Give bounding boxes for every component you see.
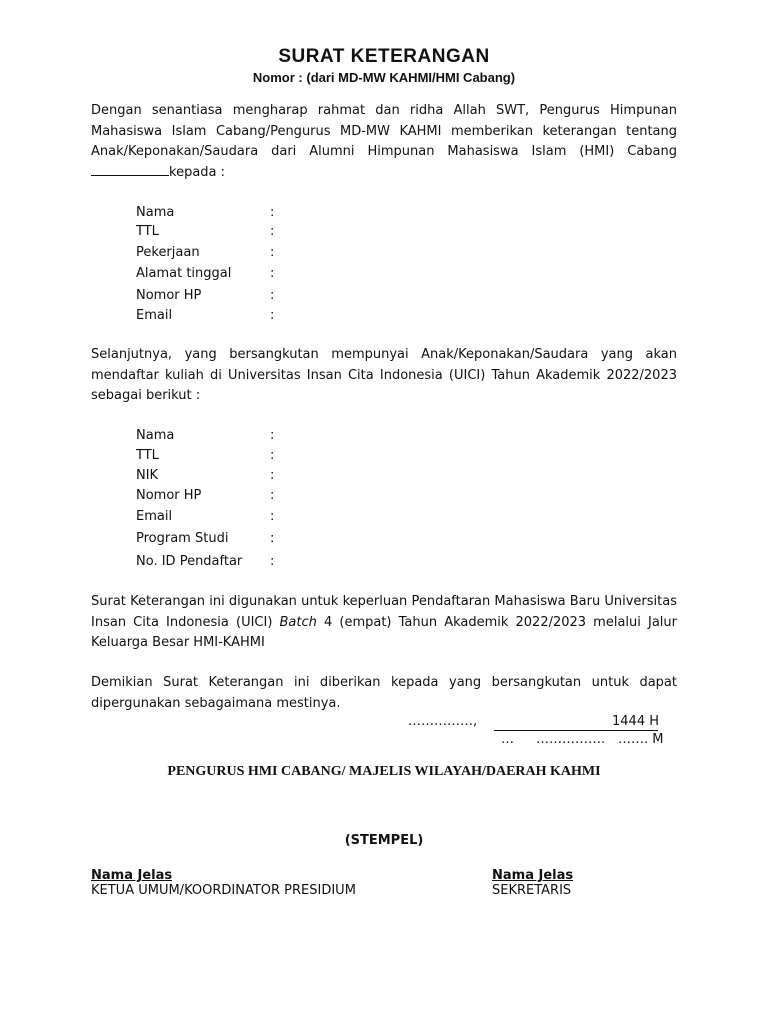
- alumni-field-pekerjaan: Pekerjaan :: [136, 245, 275, 260]
- pengurus-heading: PENGURUS HMI CABANG/ MAJELIS WILAYAH/DAERAH KAHMI: [167, 764, 601, 779]
- date-masehi-year: ……. M: [618, 732, 664, 747]
- cabang-blank-line: [91, 163, 169, 176]
- purpose-paragraph: Surat Keterangan ini digunakan untuk keperluan Pendaftaran Mahasiswa Baru Universitas Insan Cita Indonesia (UICI) Batch 4 (empat) Tahun Akademik 2022/2023 melalui Jalur Keluarga Besar HMI-KAHMI: [91, 594, 677, 650]
- date-place: ……………,: [408, 714, 478, 729]
- student-field-nomor-hp: Nomor HP :: [136, 488, 275, 503]
- signature-left-name: Nama Jelas: [91, 868, 173, 883]
- registration-paragraph: Selanjutnya, yang bersangkutan mempunyai Anak/Keponakan/Saudara yang akan mendaftar kuliah di Universitas Insan Cita Indonesia (UICI) Tahun Akademik 2022/2023 sebagai berikut :: [91, 347, 677, 403]
- letter-title: SURAT KETERANGAN: [278, 46, 490, 67]
- signature-right: [492, 868, 573, 898]
- date-hijri: 1444 H: [612, 714, 659, 729]
- student-field-ttl: TTL :: [136, 448, 275, 463]
- student-field-nik: NIK :: [136, 468, 275, 483]
- alumni-field-nama: Nama :: [136, 205, 275, 220]
- hijri-date-line: [494, 730, 658, 731]
- alumni-field-alamat: Alamat tinggal :: [136, 266, 275, 281]
- batch-word: Batch: [279, 614, 317, 630]
- student-field-program-studi: Program Studi :: [136, 531, 275, 546]
- student-field-email: Email :: [136, 509, 275, 524]
- intro-text: Dengan senantiasa mengharap rahmat dan ridha Allah SWT, Pengurus Himpunan Mahasiswa Islam Cabang/Pengurus MD-MW KAHMI memberikan keterangan tentang Anak/Keponakan/Saudara dari Alumni Himpunan Mahasiswa Islam (HMI) Cabang: [91, 103, 677, 159]
- alumni-field-nomor-hp: Nomor HP :: [136, 288, 275, 303]
- closing-paragraph: Demikian Surat Keterangan ini diberikan kepada yang bersangkutan untuk dapat dipergunakan sebagaimana mestinya.: [91, 675, 677, 711]
- signature-left-role: KETUA UMUM/KOORDINATOR PRESIDIUM: [91, 883, 356, 898]
- alumni-field-email: Email :: [136, 308, 275, 323]
- stamp-placeholder: (STEMPEL): [344, 833, 424, 848]
- intro-suffix: kepada :: [169, 164, 226, 180]
- letter-number: Nomor : (dari MD-MW KAHMI/HMI Cabang): [252, 70, 516, 85]
- student-field-id-pendaftar: No. ID Pendaftar :: [136, 554, 275, 569]
- intro-paragraph: [91, 101, 677, 183]
- alumni-field-ttl: TTL :: [136, 224, 275, 239]
- date-masehi-month: …………….: [536, 732, 606, 747]
- signature-right-role: SEKRETARIS: [492, 883, 572, 898]
- signature-left: [91, 868, 356, 898]
- date-masehi-day: …: [501, 732, 514, 747]
- signature-right-name: Nama Jelas: [492, 868, 574, 883]
- student-field-nama: Nama :: [136, 428, 275, 443]
